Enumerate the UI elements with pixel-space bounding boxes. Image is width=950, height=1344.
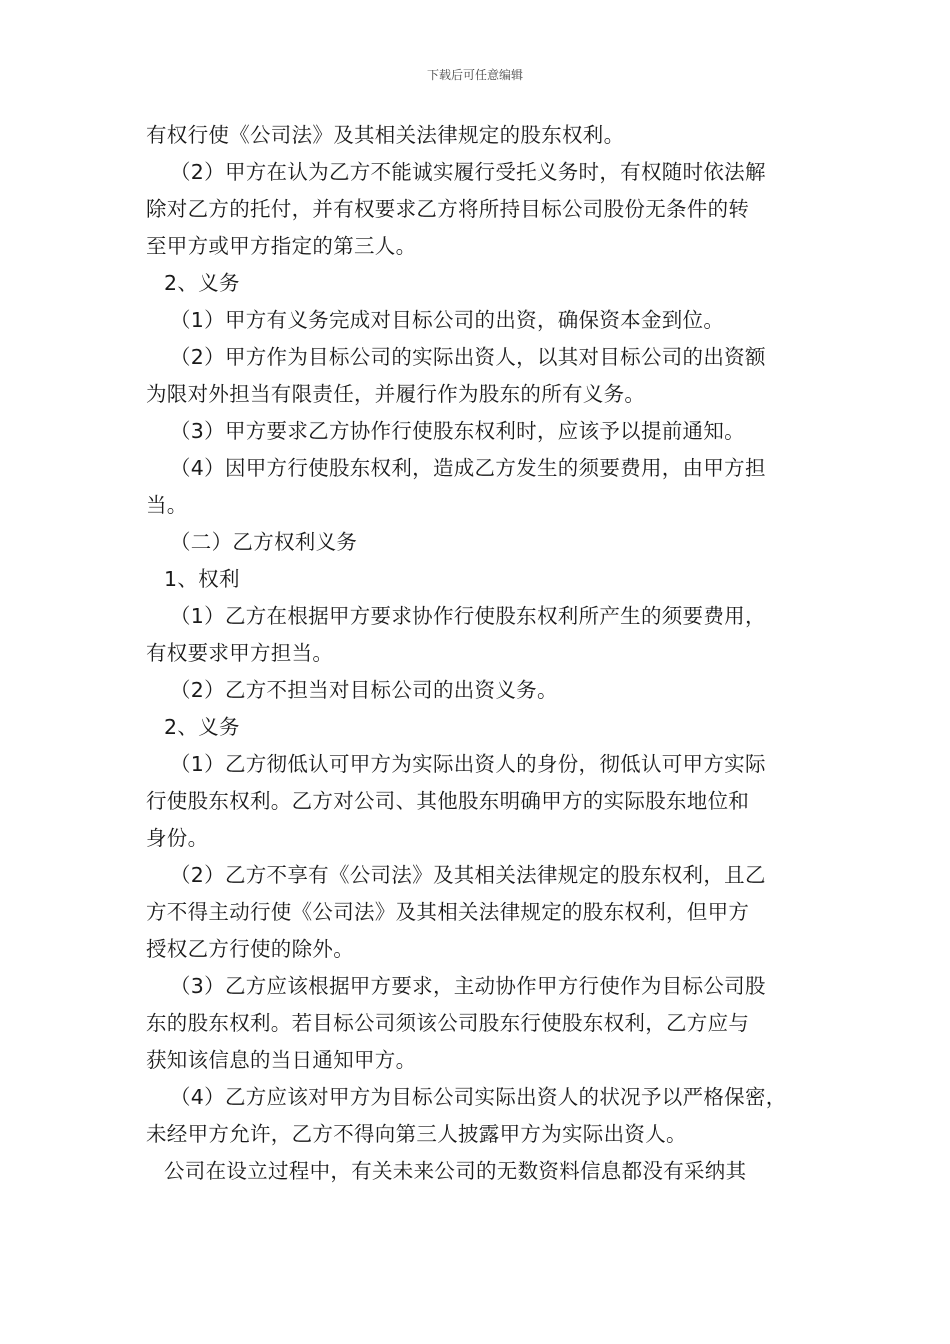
text-line: 获知该信息的当日通知甲方。 (146, 1048, 417, 1072)
page-header: 下载后可任意编辑 (426, 68, 523, 82)
document-body (146, 117, 810, 1190)
text-line: （1）乙方彻低认可甲方为实际出资人的身份，彻低认可甲方实际 (170, 752, 766, 776)
text-line: （4）乙方应该对甲方为目标公司实际出资人的状况予以严格保密， (170, 1085, 787, 1109)
text-line: 为限对外担当有限责任，并履行作为股东的所有义务。 (146, 382, 646, 406)
section-heading: 1、权利 (164, 567, 240, 591)
text-line: （2）乙方不享有《公司法》及其相关法律规定的股东权利，且乙 (170, 863, 766, 887)
text-line: 方不得主动行使《公司法》及其相关法律规定的股东权利，但甲方 (146, 900, 750, 924)
text-line: 有权要求甲方担当。 (146, 641, 334, 665)
text-line: （2）甲方在认为乙方不能诚实履行受托义务时，有权随时依法解 (170, 160, 766, 184)
text-line: 行使股东权利。乙方对公司、其他股东明确甲方的实际股东地位和 (146, 789, 750, 813)
text-line: 未经甲方允许，乙方不得向第三人披露甲方为实际出资人。 (146, 1122, 687, 1146)
text-line: （3）甲方要求乙方协作行使股东权利时，应该予以提前通知。 (170, 419, 745, 443)
text-line: （2）甲方作为目标公司的实际出资人，以其对目标公司的出资额 (170, 345, 766, 369)
text-line: 授权乙方行使的除外。 (146, 937, 354, 961)
text-line: 身份。 (146, 826, 209, 850)
text-line: 公司在设立过程中，有关未来公司的无数资料信息都没有采纳其 (164, 1159, 747, 1183)
text-line: （1）乙方在根据甲方要求协作行使股东权利所产生的须要费用， (170, 604, 766, 628)
text-line: （4）因甲方行使股东权利，造成乙方发生的须要费用，由甲方担 (170, 456, 766, 480)
section-heading: 2、义务 (164, 271, 240, 295)
text-line: （3）乙方应该根据甲方要求，主动协作甲方行使作为目标公司股 (170, 974, 766, 998)
text-line: 东的股东权利。若目标公司须该公司股东行使股东权利，乙方应与 (146, 1011, 750, 1035)
text-line: （2）乙方不担当对目标公司的出资义务。 (170, 678, 558, 702)
text-line: 当。 (146, 493, 188, 517)
text-line: 有权行使《公司法》及其相关法律规定的股东权利。 (146, 123, 625, 147)
text-line: （1）甲方有义务完成对目标公司的出资，确保资本金到位。 (170, 308, 725, 332)
section-heading: 2、义务 (164, 715, 240, 739)
section-heading: （二）乙方权利义务 (170, 530, 358, 554)
text-line: 至甲方或甲方指定的第三人。 (146, 234, 417, 258)
text-line: 除对乙方的托付，并有权要求乙方将所持目标公司股份无条件的转 (146, 197, 750, 221)
